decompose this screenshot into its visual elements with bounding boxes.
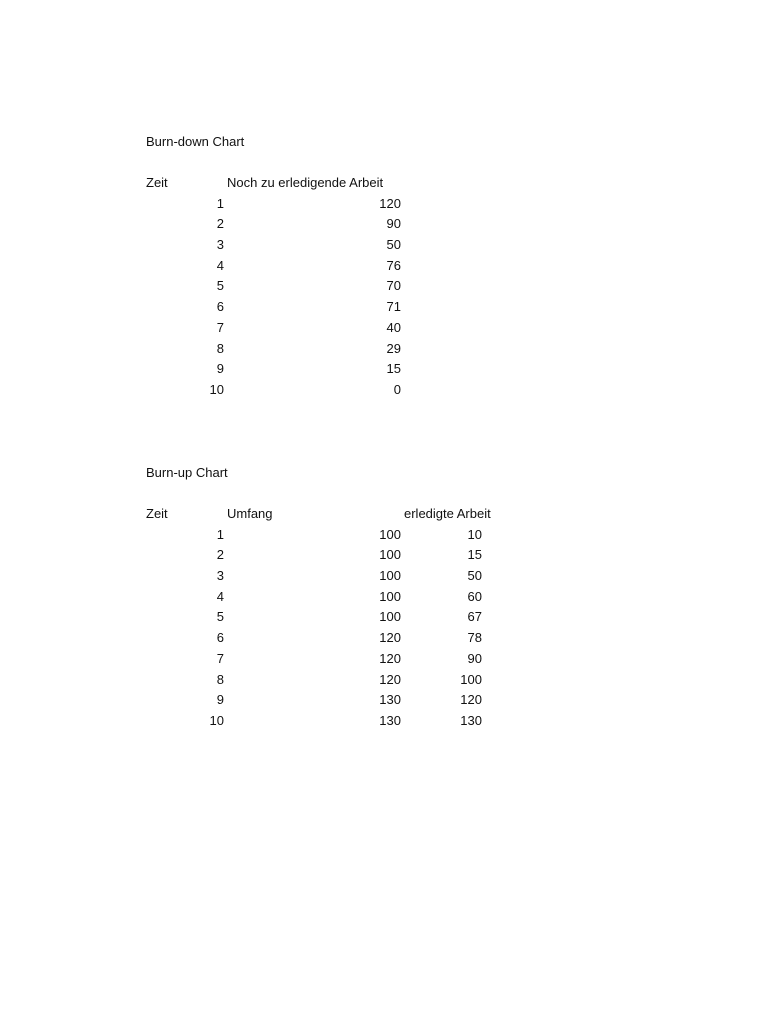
table-row bbox=[146, 628, 526, 649]
remaining-cell: 76 bbox=[386, 257, 401, 273]
burndown-table bbox=[146, 173, 446, 401]
table-row bbox=[146, 690, 526, 711]
table-row bbox=[146, 256, 446, 277]
umfang-cell: 130 bbox=[379, 692, 401, 708]
table-row bbox=[146, 194, 446, 215]
zeit-cell: 7 bbox=[216, 319, 224, 335]
umfang-cell: 100 bbox=[379, 526, 401, 542]
zeit-cell: 4 bbox=[216, 257, 224, 273]
umfang-cell: 120 bbox=[379, 650, 401, 666]
remaining-cell: 71 bbox=[386, 299, 401, 315]
burnup-header-zeit: Zeit bbox=[146, 506, 168, 521]
remaining-cell: 120 bbox=[379, 195, 401, 211]
zeit-cell: 9 bbox=[216, 361, 224, 377]
table-row bbox=[146, 566, 526, 587]
zeit-cell: 6 bbox=[216, 630, 224, 646]
zeit-cell: 2 bbox=[216, 547, 224, 563]
done-cell: 120 bbox=[460, 692, 482, 708]
zeit-cell: 1 bbox=[216, 195, 224, 211]
umfang-cell: 130 bbox=[379, 712, 401, 728]
zeit-cell: 1 bbox=[216, 526, 224, 542]
zeit-cell: 4 bbox=[216, 588, 224, 604]
zeit-cell: 9 bbox=[216, 692, 224, 708]
done-cell: 15 bbox=[467, 547, 482, 563]
zeit-cell: 5 bbox=[216, 609, 224, 625]
table-row bbox=[146, 297, 446, 318]
remaining-cell: 0 bbox=[393, 381, 401, 397]
zeit-cell: 10 bbox=[209, 712, 224, 728]
burndown-rows bbox=[146, 194, 446, 401]
remaining-cell: 50 bbox=[386, 237, 401, 253]
zeit-cell: 6 bbox=[216, 299, 224, 315]
remaining-cell: 15 bbox=[386, 361, 401, 377]
done-cell: 60 bbox=[467, 588, 482, 604]
table-row bbox=[146, 276, 446, 297]
table-row bbox=[146, 235, 446, 256]
table-row bbox=[146, 607, 526, 628]
table-row bbox=[146, 587, 526, 608]
done-cell: 50 bbox=[467, 568, 482, 584]
done-cell: 130 bbox=[460, 712, 482, 728]
zeit-cell: 2 bbox=[216, 216, 224, 232]
table-row bbox=[146, 670, 526, 691]
zeit-cell: 3 bbox=[216, 568, 224, 584]
table-row bbox=[146, 649, 526, 670]
table-row bbox=[146, 525, 526, 546]
zeit-cell: 8 bbox=[216, 671, 224, 687]
zeit-cell: 3 bbox=[216, 237, 224, 253]
burndown-title: Burn-down Chart bbox=[146, 134, 245, 149]
table-row bbox=[146, 380, 446, 401]
table-row bbox=[146, 339, 446, 360]
burndown-header-remaining: Noch zu erledigende Arbeit bbox=[227, 175, 384, 190]
done-cell: 100 bbox=[460, 671, 482, 687]
zeit-cell: 5 bbox=[216, 278, 224, 294]
done-cell: 67 bbox=[467, 609, 482, 625]
table-row bbox=[146, 214, 446, 235]
burnup-header-done: erledigte Arbeit bbox=[404, 506, 491, 521]
burnup-title: Burn-up Chart bbox=[146, 465, 228, 480]
burnup-table bbox=[146, 504, 526, 732]
remaining-cell: 29 bbox=[386, 340, 401, 356]
burnup-rows bbox=[146, 525, 526, 732]
remaining-cell: 70 bbox=[386, 278, 401, 294]
remaining-cell: 90 bbox=[386, 216, 401, 232]
umfang-cell: 100 bbox=[379, 568, 401, 584]
done-cell: 90 bbox=[467, 650, 482, 666]
burnup-header-umfang: Umfang bbox=[227, 506, 273, 521]
remaining-cell: 40 bbox=[386, 319, 401, 335]
done-cell: 78 bbox=[467, 630, 482, 646]
table-row bbox=[146, 318, 446, 339]
umfang-cell: 100 bbox=[379, 609, 401, 625]
umfang-cell: 120 bbox=[379, 671, 401, 687]
burnup-header-row bbox=[146, 504, 526, 525]
zeit-cell: 7 bbox=[216, 650, 224, 666]
burndown-header-row bbox=[146, 173, 446, 194]
table-row bbox=[146, 359, 446, 380]
umfang-cell: 100 bbox=[379, 588, 401, 604]
zeit-cell: 10 bbox=[209, 381, 224, 397]
umfang-cell: 100 bbox=[379, 547, 401, 563]
table-row bbox=[146, 545, 526, 566]
umfang-cell: 120 bbox=[379, 630, 401, 646]
zeit-cell: 8 bbox=[216, 340, 224, 356]
table-row bbox=[146, 711, 526, 732]
burndown-header-zeit: Zeit bbox=[146, 175, 168, 190]
done-cell: 10 bbox=[467, 526, 482, 542]
